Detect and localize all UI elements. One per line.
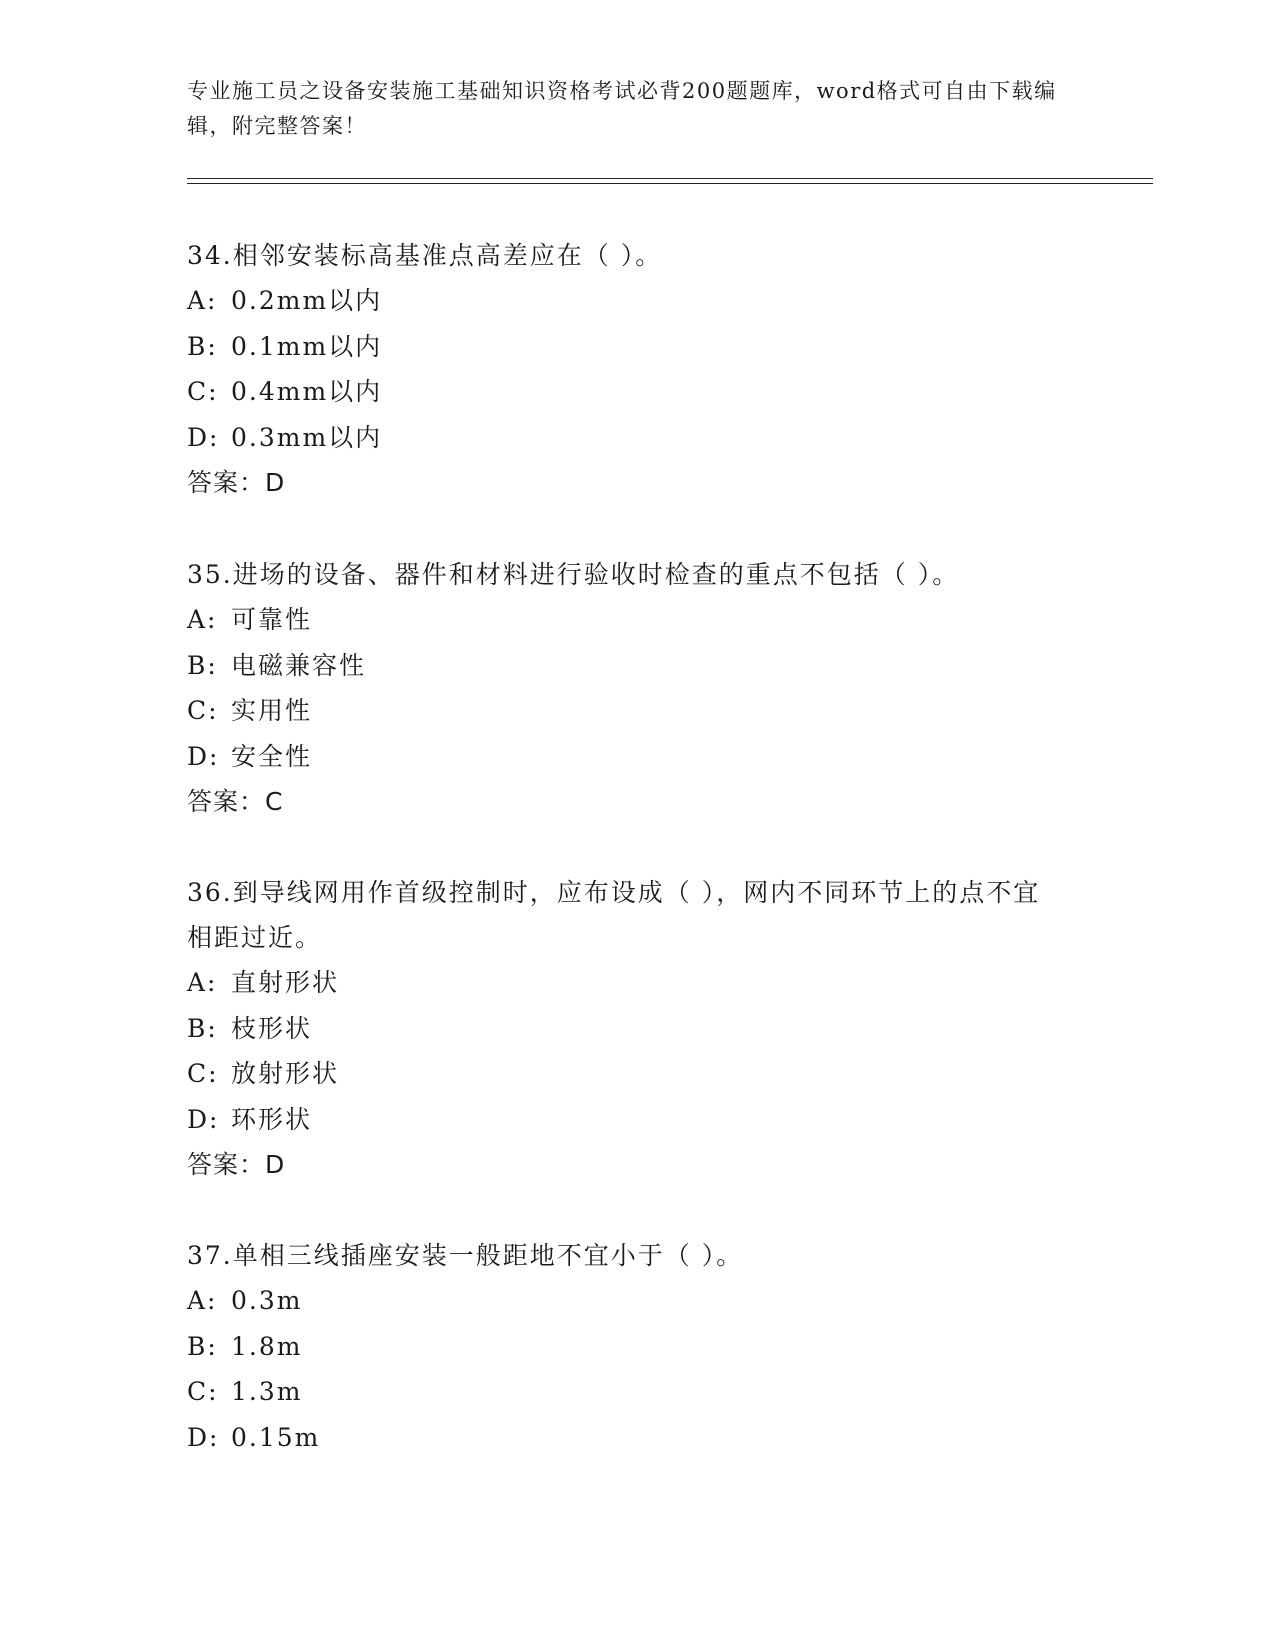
- option-b: [187, 643, 1067, 689]
- option-key: B:: [187, 1331, 218, 1361]
- option-key: A:: [187, 286, 218, 315]
- option-a: [187, 597, 1067, 643]
- option-key: A:: [187, 605, 218, 634]
- option-text: 1.3m: [231, 1377, 303, 1406]
- option-key: D:: [187, 1422, 220, 1452]
- option-text: 0.2mm以内: [231, 286, 383, 315]
- question-36: [187, 870, 1067, 1187]
- option-d: [187, 415, 1067, 461]
- option-c: [187, 1369, 1067, 1415]
- question-34: [187, 233, 1067, 505]
- option-text: 电磁兼容性: [231, 650, 367, 680]
- option-key: B:: [187, 650, 218, 680]
- option-a: [187, 1278, 1067, 1324]
- option-b: [187, 324, 1067, 370]
- option-text: 0.3m: [231, 1286, 303, 1315]
- option-key: D:: [187, 422, 220, 452]
- option-text: 放射形状: [231, 1059, 340, 1088]
- option-text: 0.3mm以内: [231, 422, 383, 452]
- option-text: 0.1mm以内: [231, 331, 383, 361]
- option-text: 直射形状: [231, 968, 340, 997]
- option-text: 环形状: [231, 1104, 313, 1134]
- option-text: 0.4mm以内: [231, 377, 383, 406]
- option-text: 0.15m: [231, 1422, 321, 1452]
- option-d: [187, 1415, 1067, 1461]
- option-text: 枝形状: [231, 1013, 313, 1043]
- option-key: B:: [187, 1013, 218, 1043]
- question-37: [187, 1233, 1067, 1460]
- option-key: A:: [187, 968, 218, 997]
- option-text: 1.8m: [231, 1331, 303, 1361]
- option-a: [187, 960, 1067, 1006]
- question-35: [187, 552, 1067, 824]
- option-key: C:: [187, 1377, 219, 1406]
- option-key: D:: [187, 1104, 220, 1134]
- option-d: [187, 1097, 1067, 1143]
- option-b: [187, 1324, 1067, 1370]
- option-key: D:: [187, 741, 220, 771]
- question-stem: 37.单相三线插座安装一般距地不宜小于（ ）。: [187, 1241, 744, 1270]
- answer: 答案：C: [187, 787, 284, 816]
- option-c: [187, 688, 1067, 734]
- option-text: 实用性: [231, 696, 313, 725]
- document-header-title: 专业施工员之设备安装施工基础知识资格考试必背200题题库，word格式可自由下载编辑，附完整答案！: [187, 79, 1057, 138]
- option-key: C:: [187, 696, 219, 725]
- option-d: [187, 734, 1067, 780]
- option-text: 可靠性: [231, 605, 313, 634]
- header-divider-top: [187, 178, 1153, 179]
- question-stem: 34.相邻安装标高基准点高差应在（ ）。: [187, 241, 663, 270]
- option-key: A:: [187, 1286, 218, 1315]
- option-b: [187, 1006, 1067, 1052]
- answer: 答案：D: [187, 468, 286, 497]
- option-c: [187, 369, 1067, 415]
- option-a: [187, 278, 1067, 324]
- question-stem: 36.到导线网用作首级控制时，应布设成（ ），网内不同环节上的点不宜相距过近。: [187, 878, 1041, 952]
- question-stem: 35.进场的设备、器件和材料进行验收时检查的重点不包括（ ）。: [187, 560, 960, 589]
- answer: 答案：D: [187, 1150, 286, 1179]
- header-divider-bottom: [187, 183, 1153, 184]
- option-key: B:: [187, 331, 218, 361]
- option-key: C:: [187, 377, 219, 406]
- option-text: 安全性: [231, 741, 313, 771]
- option-c: [187, 1051, 1067, 1097]
- option-key: C:: [187, 1059, 219, 1088]
